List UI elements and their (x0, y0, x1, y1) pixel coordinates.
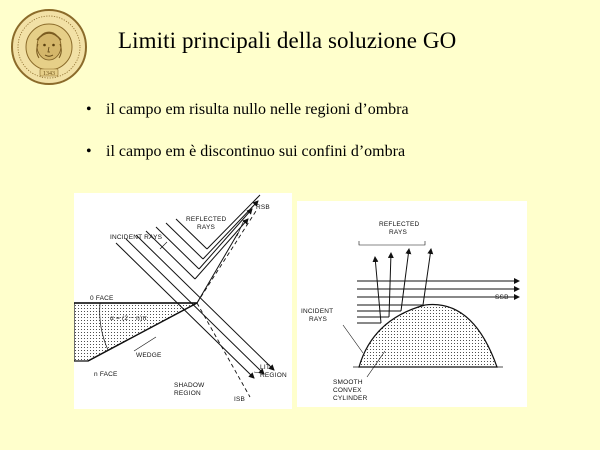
reflected-rays (195, 195, 260, 303)
bullet-item: • il campo em è discontinuo sui confini d’ombra (86, 142, 409, 162)
shadow-region-label: REGION (174, 390, 201, 397)
reflected-label: REFLECTED (379, 221, 420, 228)
o-face-label: 0 FACE (90, 295, 114, 302)
seal-icon (10, 8, 88, 86)
rsb-label: RSB (256, 204, 270, 211)
angle-label: α = (2 − n)π (110, 315, 148, 322)
cylinder-label: CYLINDER (333, 395, 368, 402)
reflected-label-2: RAYS (197, 224, 216, 231)
lit-region-label: REGION (260, 372, 287, 379)
bullet-item: • il campo em risulta nullo nelle regioni d’ombra (86, 100, 409, 120)
wedge-label: WEDGE (136, 352, 162, 359)
convex-cylinder-figure (297, 201, 527, 407)
bullet-list (86, 100, 409, 162)
reflected-label-2: RAYS (389, 229, 408, 236)
isb-label: ISB (234, 396, 246, 403)
slide-title: Limiti principali della soluzione GO (118, 28, 457, 53)
n-face-label: n FACE (94, 371, 118, 378)
convex-label: CONVEX (333, 387, 362, 394)
incident-label: INCIDENT (301, 308, 334, 315)
shadow-label: SHADOW (174, 382, 205, 389)
smooth-label: SMOOTH (333, 379, 363, 386)
lit-label: LIT (260, 364, 270, 371)
seal-year: 1343 (43, 71, 55, 77)
incident-label: INCIDENT RAYS (110, 234, 163, 241)
incident-label-2: RAYS (309, 316, 328, 323)
wedge-diffraction-figure (74, 193, 292, 409)
university-seal-logo (10, 8, 88, 86)
reflected-label: REFLECTED (186, 216, 227, 223)
ssb-label: SSB (495, 294, 509, 301)
